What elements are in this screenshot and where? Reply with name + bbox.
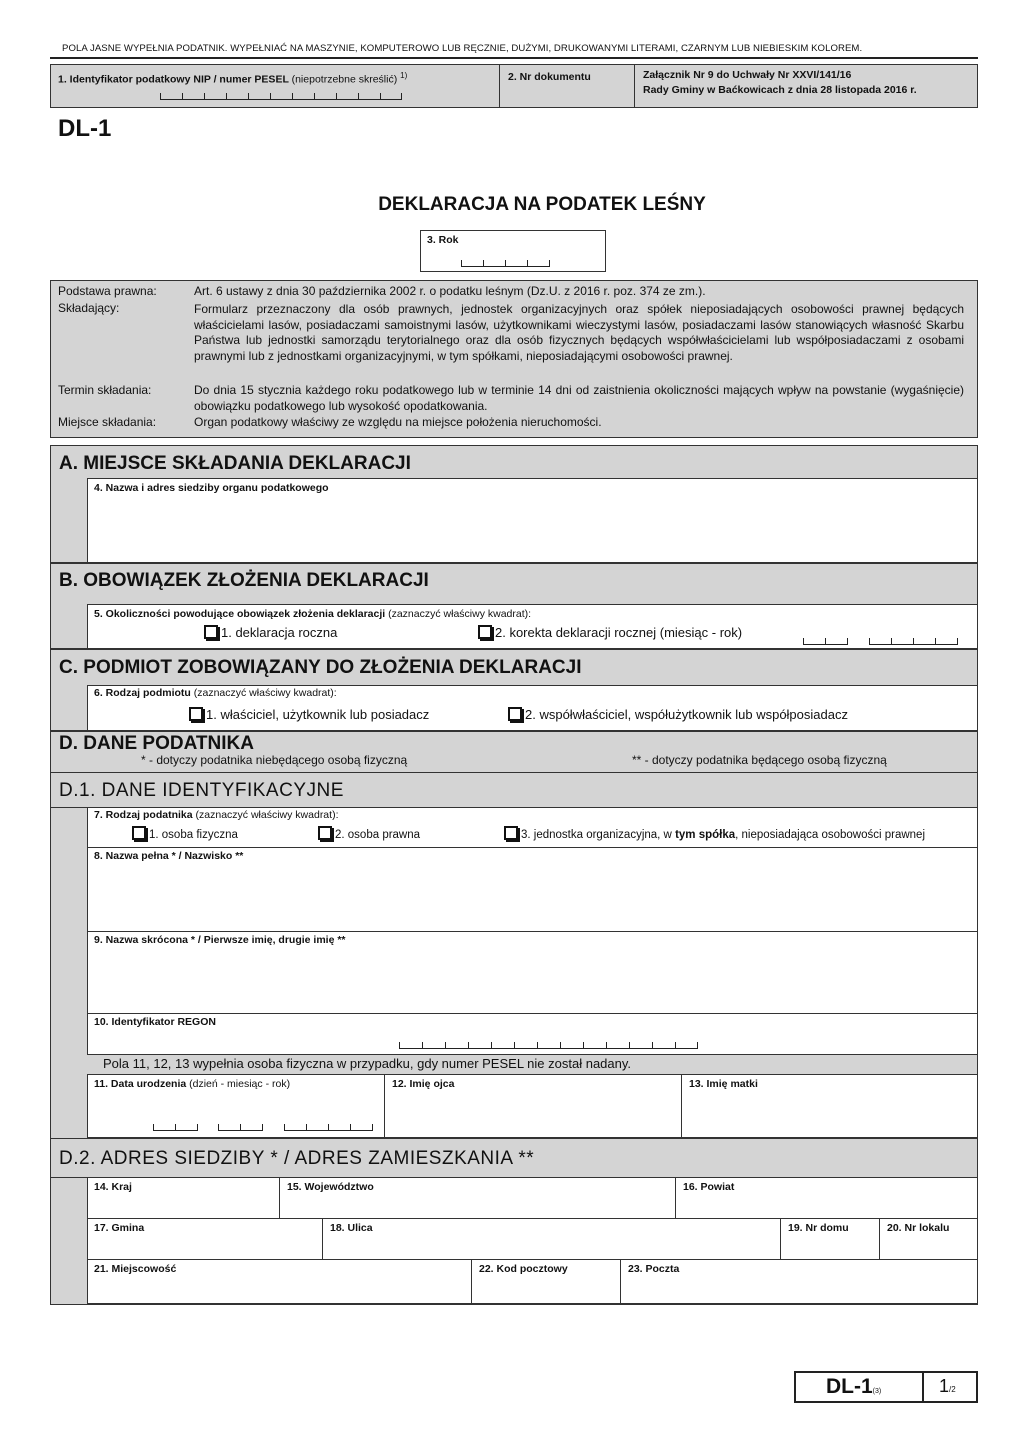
submitter-label: Składający: [58,301,120,315]
short-name-label: 9. Nazwa skrócona * / Pierwsze imię, drugie imię ** [94,934,346,946]
document-number-box[interactable] [500,64,635,108]
pesel-note: Pola 11, 12, 13 wypełnia osoba fizyczna w przypadku, gdy numer PESEL nie został nadany. [103,1056,632,1071]
county-label: 16. Powiat [683,1181,735,1193]
owner-label: 1. właściciel, użytkownik lub posiadacz [206,707,430,722]
street-label: 18. Ulica [330,1222,373,1234]
short-name-field[interactable] [87,931,978,1014]
attachment-box [634,64,978,108]
tax-office-field[interactable] [87,478,978,563]
city-field[interactable] [87,1259,472,1304]
house-number-field[interactable] [780,1218,880,1260]
apartment-number-field[interactable] [879,1218,978,1260]
option-annual[interactable] [204,625,337,640]
correction-checkbox[interactable] [478,625,492,639]
legal-basis-label: Podstawa prawna: [58,284,157,298]
postal-code-label: 22. Kod pocztowy [479,1263,568,1275]
note-natural-person: ** - dotyczy podatnika będącego osobą fizyczną [632,753,887,767]
year-box[interactable] [420,230,606,272]
birth-day-input[interactable] [153,1122,198,1131]
birth-date-label: 11. Data urodzenia (dzień - miesiąc - rok) [94,1078,291,1090]
city-label: 21. Miejscowość [94,1263,177,1275]
org-unit-label-b: tym spółka [675,829,736,841]
voivodeship-field[interactable] [279,1177,676,1219]
full-name-label: 8. Nazwa pełna * / Nazwisko ** [94,850,244,862]
footer-form-code: DL-1(3) [826,1375,882,1398]
co-owner-checkbox[interactable] [508,707,522,721]
section-d2-title: D.2. ADRES SIEDZIBY * / ADRES ZAMIESZKANIA ** [59,1148,535,1169]
deadline-text: Do dnia 15 stycznia każdego roku podatkowego lub w terminie 14 dni od zaistnienia okoliczności mających wpływ na powstanie (wygaśnięcie) obowiązku podatkowego lub wysokość opodatkowania. [194,383,964,413]
top-notice: POLA JASNE WYPEŁNIA PODATNIK. WYPEŁNIAĆ NA MASZYNIE, KOMPUTEROWO LUB RĘCZNIE, DUŻYMI, DRUKOWANYMI LITERAMI, CZARNYM LUB NIEBIESKIM KOLOREM. [62,43,863,54]
full-name-field[interactable] [87,847,978,932]
place-text: Organ podatkowy właściwy ze względu na miejsce położenia nieruchomości. [194,415,602,429]
taxpayer-type-field [87,807,978,848]
section-b-title: B. OBOWIĄZEK ZŁOŻENIA DEKLARACJI [59,570,429,591]
correction-year-input[interactable] [869,636,958,645]
tax-office-label: 4. Nazwa i adres siedziby organu podatkowego [94,482,329,494]
correction-month-input[interactable] [803,636,848,645]
document-number-label: 2. Nr dokumentu [508,71,591,83]
section-d1-header [50,772,978,808]
nip-pesel-label: 1. Identyfikator podatkowy NIP / numer PESEL (niepotrzebne skreślić) $^{1)}$ [58,71,408,86]
mother-name-field[interactable] [681,1074,978,1138]
footer-page-box [922,1371,978,1403]
place-label: Miejsce składania: [58,415,157,429]
section-d2-header [50,1138,978,1178]
org-unit-label-c: , nieposiadająca osobowości prawnej [735,829,926,841]
voivodeship-label: 15. Województwo [287,1181,374,1193]
regon-input[interactable] [399,1040,698,1049]
option-correction[interactable] [478,625,742,640]
commune-field[interactable] [87,1218,323,1260]
owner-checkbox[interactable] [189,707,203,721]
legal-person-label: 2. osoba prawna [335,829,421,841]
county-field[interactable] [675,1177,978,1219]
option-owner[interactable] [189,707,429,722]
apartment-number-label: 20. Nr lokalu [887,1222,950,1234]
legal-person-checkbox[interactable] [318,826,332,840]
top-rule [50,57,978,59]
page-title: DEKLARACJA NA PODATEK LEŚNY [378,194,706,215]
birth-date-field [87,1074,385,1138]
attachment-line1: Załącznik Nr 9 do Uchwały Nr XXVI/141/16 [643,69,852,81]
option-natural-person[interactable] [132,826,238,841]
mother-name-label: 13. Imię matki [689,1078,758,1090]
annual-label: 1. deklaracja roczna [221,625,338,640]
legal-basis-text: Art. 6 ustawy z dnia 30 października 2002 r. o podatku leśnym (Dz.U. z 2016 r. poz. 374 ze zm.). [194,284,706,298]
birth-year-input[interactable] [284,1122,373,1131]
post-office-field[interactable] [620,1259,978,1304]
postal-code-field[interactable] [471,1259,621,1304]
house-number-label: 19. Nr domu [788,1222,849,1234]
section-a-title: A. MIEJSCE SKŁADANIA DEKLARACJI [59,453,411,474]
father-name-label: 12. Imię ojca [392,1078,455,1090]
option-co-owner[interactable] [508,707,848,722]
year-label: 3. Rok [427,234,459,246]
natural-person-label: 1. osoba fizyczna [149,829,238,841]
option-org-unit[interactable] [504,826,925,841]
entity-type-label: 6. Rodzaj podmiotu (zaznaczyć właściwy kwadrat): [94,687,337,699]
taxpayer-type-label: 7. Rodzaj podatnika (zaznaczyć właściwy kwadrat): [94,809,339,821]
note-legal-entity: * - dotyczy podatnika niebędącego osobą fizyczną [141,753,408,767]
street-field[interactable] [322,1218,781,1260]
regon-field [87,1013,978,1055]
option-legal-person[interactable] [318,826,420,841]
country-label: 14. Kraj [94,1181,132,1193]
footer-page-number: 1/2 [939,1376,956,1396]
obligation-label: 5. Okoliczności powodujące obowiązek złożenia deklaracji (zaznaczyć właściwy kwadrat): [94,608,532,620]
annual-checkbox[interactable] [204,625,218,639]
year-input[interactable] [461,258,550,267]
submitter-text: Formularz przeznaczony dla osób prawnych, jednostek organizacyjnych oraz spółek nieposiadających osobowości prawnej będących właścicielami lasów, posiadaczami samoistnymi lasów, użytkownikami wieczystymi lasów, posiadaczami lasów stanowiących własność Skarbu Państwa lub jednostki samorządu terytorialnego oraz dla osób fizycznych będących współwłaścicielami lub współposiadaczami z osobami prawnymi lub z jednostkami organizacyjnymi, w tym spółkami, nieposiadającymi osobowości prawnej. [194,302,964,363]
org-unit-label-a: 3. jednostka organizacyjna, w [521,829,676,841]
nip-pesel-input[interactable] [160,91,402,100]
correction-label: 2. korekta deklaracji rocznej (miesiąc - rok) [495,625,743,640]
regon-label: 10. Identyfikator REGON [94,1016,216,1028]
footer-form-code-box [794,1371,924,1403]
attachment-line2: Rady Gminy w Baćkowicach z dnia 28 listopada 2016 r. [643,84,917,96]
commune-label: 17. Gmina [94,1222,145,1234]
natural-person-checkbox[interactable] [132,826,146,840]
section-d1-title: D.1. DANE IDENTYFIKACYJNE [59,780,344,801]
nip-pesel-box [50,64,500,108]
form-code: DL-1 [58,115,112,142]
org-unit-checkbox[interactable] [504,826,518,840]
obligation-field [87,604,978,649]
post-office-label: 23. Poczta [628,1263,680,1275]
co-owner-label: 2. współwłaściciel, współużytkownik lub współposiadacz [525,707,848,722]
info-section [50,280,978,438]
father-name-field[interactable] [384,1074,682,1138]
entity-type-field [87,685,978,731]
deadline-label: Termin składania: [58,383,152,397]
country-field[interactable] [87,1177,280,1219]
birth-month-input[interactable] [218,1122,263,1131]
section-c-title: C. PODMIOT ZOBOWIĄZANY DO ZŁOŻENIA DEKLARACJI [59,657,582,678]
section-d-title: D. DANE PODATNIKA [59,733,254,754]
